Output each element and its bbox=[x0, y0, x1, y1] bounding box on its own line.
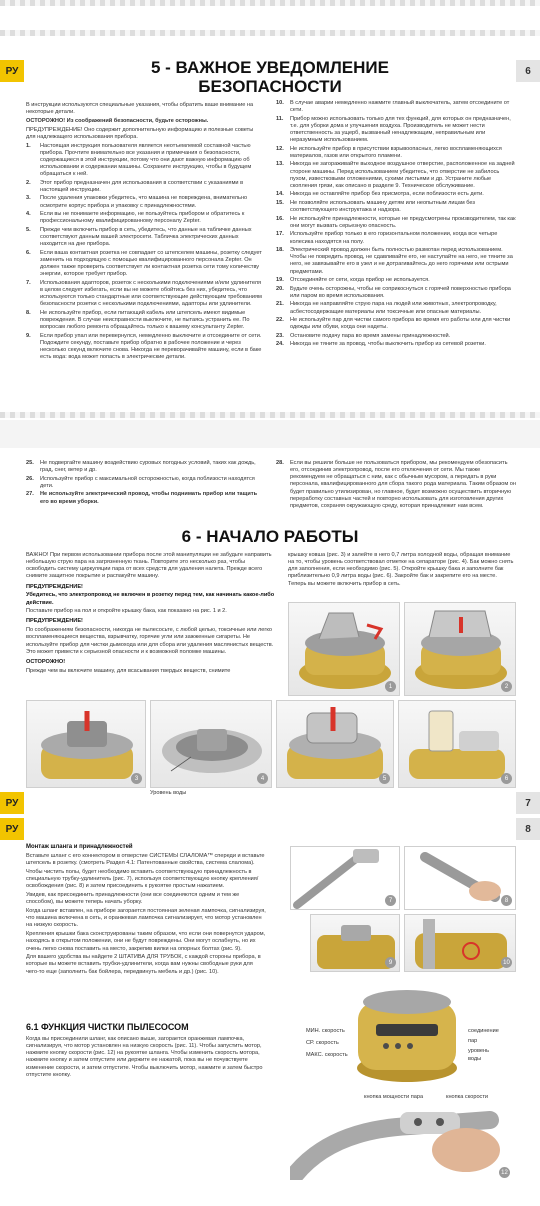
item-number: 19. bbox=[276, 277, 284, 284]
item-text: Будьте очень осторожны, чтобы не соприкоснуться с горячей поверхностью прибора или паром во время использования. bbox=[290, 285, 511, 299]
item-number: 28. bbox=[276, 460, 284, 466]
figure-2-photo bbox=[404, 602, 516, 696]
figure-3-photo bbox=[26, 700, 146, 788]
list-item bbox=[26, 227, 264, 248]
figure-number: 6 bbox=[501, 773, 512, 784]
item-number: 9. bbox=[26, 332, 31, 339]
item-number: 10. bbox=[276, 100, 284, 106]
warning-bold: Убедитесь, что электропровод не включен в розетку перед тем, как начинать какое-либо действие. bbox=[26, 592, 275, 606]
item-text: Прибор можно использовать только для тех функций, для которых он предназначен, т.е. для уборки дома и улучшения воздуха. Производитель не может нести ответственность за ущерб, вызванный ненадлежащим, неправильным или неразумным использованием. bbox=[290, 115, 511, 144]
list-item bbox=[276, 100, 516, 114]
list-item bbox=[276, 216, 516, 230]
item-number: 8. bbox=[26, 309, 31, 316]
label-mid-speed: СР. скорость bbox=[306, 1040, 339, 1046]
paragraph: Когда шланг вставлен, на приборе загорается постоянная зеленая лампочка, сигнализируя, что машина включена в сеть, и оранжевая лампочка сигнализирует, что мотор установлен на низкую скорость. bbox=[26, 908, 266, 929]
figure-number: 7 bbox=[385, 895, 396, 906]
item-number: 16. bbox=[276, 215, 284, 222]
p2-right-item bbox=[276, 460, 516, 511]
p3-left-text bbox=[26, 844, 266, 977]
paragraph: Увидев, как присоединить принадлежности (они все соединяются одним и тем же способом), вы можете теперь начать уборку. bbox=[26, 892, 240, 906]
label-connection: соединение bbox=[468, 1028, 499, 1034]
list-item bbox=[26, 211, 264, 225]
figure-4-photo bbox=[150, 700, 272, 788]
right-column bbox=[276, 100, 516, 350]
page-separator bbox=[0, 420, 540, 448]
lang-tab: РУ bbox=[0, 818, 24, 840]
item-text: Используйте прибор только в его горизонтальном положении, когда все четыре колесика находятся на полу. bbox=[290, 231, 498, 245]
vacuum-open-lid-illustration bbox=[289, 603, 400, 696]
warning-heading: ПРЕДУПРЕЖДЕНИЕ! bbox=[26, 583, 83, 590]
list-item bbox=[26, 195, 264, 209]
subsection-title: 6.1 ФУНКЦИЯ ЧИСТКИ ПЫЛЕСОСОМ bbox=[26, 1022, 189, 1032]
figure-number: 4 bbox=[257, 773, 268, 784]
separator-water-level-illustration bbox=[151, 701, 272, 788]
figure-number: 5 bbox=[379, 773, 390, 784]
item-number: 23. bbox=[276, 332, 284, 339]
item-number: 24. bbox=[276, 341, 284, 348]
item-text: Не используйте прибор, если питающий кабель или штепсель имеют видимые повреждения. В случае неисправности выключите, не пытаясь устранить ее. По вопросам любого ремонта обращайтесь только к вашему консультанту Zepter. bbox=[40, 309, 250, 331]
subsection-paragraph: Когда вы присоединили шланг, как описано выше, загорается оранжевая лампочка, сигнализируя, что мотор установлен на низкую скорость (рис. 11). Чтобы запустить мотор, нажмите кнопку скорости (рис. 12) на рукоятке шланга. Чтобы изменить скорость мотора, нажмите кнопку и затем отпустите или держите ее нажатой, пока вы не почувствуете изменение скорости, и затем отпустите. Чтобы выключить мотор, нажмите и затем быстро отпустите кнопку. bbox=[26, 1036, 263, 1078]
warning2-text: По соображениям безопасности, никогда не пылесосьте, с любой целью, токсичные или легко воспламеняющиеся вещества, взрывчатку, горячие угли или зажженные сигареты. Не используйте прибор для чистки дымохода или для сбора или удаления маслянистых веществ. Это может привести к серьезной опасности и к возможной поломке машины. bbox=[26, 627, 274, 655]
list-item bbox=[276, 146, 516, 160]
item-text: Электрический провод должен быть полностью размотан перед использованием. Чтобы не повредить провод, не сдавливайте его, не наступайте на него, не тяните за него, не завязывайте его в узел и не дотрагивайтесь до него горячими или острыми предметами. bbox=[290, 247, 513, 275]
page-6 bbox=[0, 40, 540, 410]
item-number: 4. bbox=[26, 211, 31, 218]
item-text: Не используйте принадлежности, которые не предусмотрены производителем, так как они могут вызвать серьезную опасность. bbox=[290, 215, 516, 229]
figure-number: 8 bbox=[501, 895, 512, 906]
warning-text: Поставьте прибор на пол и откройте крышку бака, как показано на рис. 1 и 2. bbox=[26, 608, 227, 615]
item-number: 11. bbox=[276, 115, 284, 122]
page-number: 7 bbox=[516, 792, 540, 814]
caution-text: ОСТОРОЖНО! Из соображений безопасности, будьте осторожны. bbox=[26, 117, 209, 124]
warning2-heading: ПРЕДУПРЕЖДЕНИЕ! bbox=[26, 618, 83, 625]
p2-left-text bbox=[26, 552, 276, 676]
item-text: Не используйте электрический провод, чтобы поднимать прибор или тащить его во время уборки. bbox=[40, 491, 258, 505]
item-number: 22. bbox=[276, 317, 284, 324]
figure-6-photo bbox=[398, 700, 516, 788]
tank-removal-illustration bbox=[277, 701, 394, 788]
release-button-illustration bbox=[405, 847, 516, 910]
figure-number: 3 bbox=[131, 773, 142, 784]
list-item bbox=[276, 191, 516, 198]
item-number: 21. bbox=[276, 301, 284, 308]
item-text: Не позволяйте использовать машину детям или неопытным лицам без соответствующего инструктажа и надзора. bbox=[290, 199, 475, 214]
item-text: Прежде чем включить прибор в сеть, убедитесь, что данные на табличке данных соответствуют данным вашей электросети. Табличка электрических данных находится на дне прибора. bbox=[40, 226, 252, 248]
label-min-speed: МИН. скорость bbox=[306, 1028, 345, 1034]
intro-text: В инструкции используются специальные указания, чтобы обратить ваше внимание на некоторые детали. bbox=[26, 102, 254, 116]
page-8 bbox=[0, 816, 540, 1206]
item-number: 2. bbox=[26, 179, 31, 186]
list-item bbox=[26, 180, 264, 194]
figure-number: 9 bbox=[385, 957, 396, 968]
list-item bbox=[26, 280, 264, 309]
hose-handle-buttons-illustration bbox=[290, 1090, 518, 1180]
list-item bbox=[26, 476, 264, 490]
list-item bbox=[276, 301, 516, 315]
item-text: Если прибор упал или перевернулся, немедленно выключите и отсоедините от сети. Подождите секунду, поставьте прибор обратно в рабочее положение и через несколько секунд включите снова. Никогда не переворачивайте машину, если в баке есть вода: вода может попасть в электрические детали. bbox=[40, 332, 262, 361]
list-item bbox=[276, 341, 516, 348]
figure-9-photo bbox=[310, 914, 400, 972]
item-number: 6. bbox=[26, 249, 31, 256]
label-water-level: уровень bbox=[468, 1048, 489, 1054]
paragraph: Крепления крышки бака сконструированы таким образом, что если они повернутся ударом, находясь в открытом положении, они не будут повреждены. Они могут ослабнуть, но их очень легко снова поставить на место, закрепив вилки на опорных болтах (рис. 9). bbox=[26, 931, 266, 952]
hose-heading: Монтаж шланга и принадлежностей bbox=[26, 844, 133, 850]
figure-5-photo bbox=[276, 700, 394, 788]
item-text: Остановите подачу пара во время замены принадлежностей. bbox=[290, 332, 451, 339]
list-item bbox=[276, 333, 516, 340]
item-text: Никогда не загораживайте выходное воздушное отверстие, расположенное на задней стороне машины. Перед использованием убедитесь, что отверстие не забилось пухом, известковыми отложениями, сухими листьями и др. Устраните любые скопления грязи, как описано в разделе 9. Техническое обслуживание. bbox=[290, 161, 515, 189]
bucket-lid-removal-illustration bbox=[27, 701, 146, 788]
list-item bbox=[276, 116, 516, 145]
section-title: 6 - НАЧАЛО РАБОТЫ bbox=[181, 527, 359, 546]
item-number: 13. bbox=[276, 161, 284, 168]
figure-7-photo bbox=[290, 846, 400, 910]
item-text: Отсоединяйте от сети, когда прибор не используется. bbox=[290, 277, 430, 284]
vacuum-lid-raised-illustration bbox=[405, 603, 516, 696]
page-7 bbox=[0, 454, 540, 814]
figure-1-photo bbox=[288, 602, 400, 696]
paragraph: Вставьте шланг с его коннектором в отверстие СИСТЕМЫ СЛАЛОМА™ спереди и вставьте штепсель в розетку. (смотреть Раздел 4.1: Патентованные свойства, система слалома). bbox=[26, 853, 265, 867]
list-item bbox=[276, 277, 516, 284]
label-water-level-2: воды bbox=[468, 1056, 482, 1062]
caution-heading: ОСТОРОЖНО! bbox=[26, 658, 66, 665]
label-speed-button: кнопка скорости bbox=[446, 1094, 489, 1100]
warning-text: ПРЕДУПРЕЖДЕНИЕ! Оно содержит дополнительную информацию и полезные советы для надлежащего использования прибора. bbox=[26, 126, 254, 140]
list-item bbox=[276, 231, 516, 245]
label-max-speed: МАКС. скорость bbox=[306, 1052, 348, 1058]
item-text: Не подвергайте машину воздействию суровых погодных условий, таких как дождь, град, снег, ветер и др. bbox=[40, 460, 256, 474]
extension-tube-attach-illustration bbox=[291, 847, 400, 910]
item-text: Используйте прибор с максимальной осторожностью, когда поблизости находятся дети. bbox=[40, 475, 255, 489]
item-text: Этот прибор предназначен для использования в соответствии с указаниями в настоящей инструкции. bbox=[40, 179, 244, 193]
item-number: 25. bbox=[26, 460, 34, 466]
item-number: 18. bbox=[276, 247, 284, 254]
item-number: 27. bbox=[26, 491, 34, 498]
item-text: Никогда не направляйте струю пара на людей или животных, электропроводку, асбестосодержащие материалы или токсичные или опасные материалы. bbox=[290, 301, 497, 315]
paragraph: Чтобы чистить полы, будет необходимо вставить соответствующую принадлежность в специальную трубку-удлинитель (рис. 7), используя соответствующую кнопку крепления/освобождения (рис. 8) и затем присоединить к рукоятке простым нажатием. bbox=[26, 869, 259, 890]
item-number: 14. bbox=[276, 191, 284, 198]
vacuum-control-panel-illustration bbox=[350, 976, 464, 1086]
item-text: Если вы не понимаете информацию, не пользуйтесь прибором и обратитесь к профессиональному квалифицированному персоналу Zepter. bbox=[40, 211, 245, 225]
figure-number: 1 bbox=[385, 681, 396, 692]
list-item bbox=[276, 317, 516, 331]
list-item bbox=[26, 491, 264, 505]
tank-filling-illustration bbox=[399, 701, 516, 788]
list-item bbox=[276, 247, 516, 276]
p2-left-items bbox=[26, 460, 264, 507]
list-item bbox=[26, 250, 264, 279]
item-number: 12. bbox=[276, 145, 284, 152]
item-number: 1. bbox=[26, 142, 31, 149]
lang-tab: РУ bbox=[0, 60, 24, 82]
item-number: 3. bbox=[26, 195, 31, 202]
list-item bbox=[26, 143, 264, 179]
page-number: 8 bbox=[516, 818, 540, 840]
caution-text: Прежде чем вы включите машину, для всасывания твердых веществ, снимите bbox=[26, 667, 231, 674]
item-text: Никогда не тяните за провод, чтобы выключить прибор из сетевой розетки. bbox=[290, 341, 486, 348]
list-item bbox=[276, 286, 516, 300]
item-number: 15. bbox=[276, 199, 284, 206]
item-text: Никогда не оставляйте прибор без присмотра, если поблизости есть дети. bbox=[290, 191, 484, 198]
item-number: 26. bbox=[26, 475, 34, 482]
section-title-line1: 5 - ВАЖНОЕ УВЕДОМЛЕНИЕ bbox=[151, 58, 389, 77]
item-text: Не используйте пар для чистки самого прибора во время его работы или для чистки одежды или обуви, когда они надеты. bbox=[290, 317, 511, 331]
important-text: ВАЖНО! При первом использовании прибора после этой манипуляции не забудьте направить небольшую струю пара на загрязненную ткань. Повторите это несколько раз, чтобы освободить систему циркуляции пара от всех средств для удаления налета. Прежде всего снимите защитное покрытие и распакуйте машину. bbox=[26, 552, 272, 580]
list-item bbox=[276, 161, 516, 190]
item-number: 20. bbox=[276, 285, 284, 292]
item-number: 7. bbox=[26, 279, 31, 286]
item-text: Если ваша контактная розетка не совпадает со штепселем машины, розетку следует заменить на подходящую с помощью квалифицированного персонала Zepter. Он должен также проверить соответствует ли контактная розетка сети тому количеству энергии, которое требует прибор. bbox=[40, 249, 262, 278]
item-text: Если вы решили больше не пользоваться прибором, мы рекомендуем обезопасить его, отсоединив электропровод, после его отключения от сети. Мы также рекомендуем не обращаться с ним, как с обычным мусором, а передать в руки персонала, квалифицированного для сбора такого рода материала. Таким образом он будет правильно утилизирован, но главное, будет возможно осуществить вторичную переработку составных частей и повторно использовать для изготовления других предметов, сохраняя окружающую среду, которая принадлежит нам всем. bbox=[290, 460, 516, 509]
water-level-caption: Уровень воды bbox=[150, 790, 187, 796]
paragraph: Для вашего удобства вы найдете 2 ШТАТИВА ДЛЯ ТРУБОК, с каждой стороны прибора, в которые вы можете вставить трубки-удлинители, когда вам нужны свободные руки для чего-то еще (заполнить бак бойлера, передвинуть мебель и др.) (рис. 10). bbox=[26, 954, 261, 975]
left-column bbox=[26, 102, 264, 363]
figure-number: 2 bbox=[501, 681, 512, 692]
item-text: Использования адапторов, розеток с несколькими подключениями и/или удлинителя в целом следует избегать, если вы не можете обойтись без них, убедитесь, что используются только стандартные или соответствующие действующим требованиям безопасности розетки с несколькими подключениями, адапторы или удлинители. bbox=[40, 279, 262, 308]
item-number: 17. bbox=[276, 231, 284, 238]
list-item bbox=[26, 460, 264, 474]
tube-holder-illustration bbox=[405, 915, 516, 972]
section-title-line2: БЕЗОПАСНОСТИ bbox=[198, 77, 342, 96]
figure-12-photo bbox=[290, 1090, 518, 1180]
list-item bbox=[26, 310, 264, 331]
label-steam: пар bbox=[468, 1038, 478, 1044]
item-text: Настоящая инструкция пользователя является неотъемлемой составной частью прибора. Прочтите внимательно все указания и примечания о безопасности, содержащиеся в этой инструкции, потому что они дают важную информацию об использовании и содержании машины. Сохраните инструкцию, чтобы в будущем обращаться к ней. bbox=[40, 142, 252, 178]
figure-10-photo bbox=[404, 914, 516, 972]
list-item bbox=[26, 333, 264, 362]
figure-11-photo bbox=[350, 976, 464, 1086]
lang-tab: РУ bbox=[0, 792, 24, 814]
item-text: Не используйте прибор в присутствии взрывоопасных, легко воспламеняющихся материалов, газов или открытого пламени. bbox=[290, 145, 502, 159]
figure-8-photo bbox=[404, 846, 516, 910]
item-text: В случае аварии немедленно нажмите главный выключатель, затем отсоедините от сети. bbox=[290, 100, 510, 114]
item-text: После удаления упаковки убедитесь, что машина не повреждена, внимательно осмотрите корпус прибора и упаковку с принадлежностями. bbox=[40, 195, 248, 209]
item-number: 5. bbox=[26, 226, 31, 233]
fill-instructions: крышку ковша (рис. 3) и залейте в него 0,7 литра холодной воды, обращая внимание на то, чтобы уровень соответствовал отметке на сепараторе (рис. 4). Бак можно снять для заполнения, если необходимо (рис. 5). Откройте крышку бака и заполните бак приблизительно 0,9 литра воды (рис. 6). Закройте бак и закрепите его на месте. Теперь вы можете включить прибор в сеть. bbox=[288, 552, 514, 587]
p2-right-text bbox=[288, 552, 516, 589]
figure-number: 10 bbox=[501, 957, 512, 968]
figure-number: 12 bbox=[499, 1167, 510, 1178]
label-steam-power-button: кнопка мощности пара bbox=[364, 1094, 424, 1100]
list-item bbox=[276, 200, 516, 214]
subsection-text bbox=[26, 1036, 266, 1081]
page-number: 6 bbox=[516, 60, 540, 82]
